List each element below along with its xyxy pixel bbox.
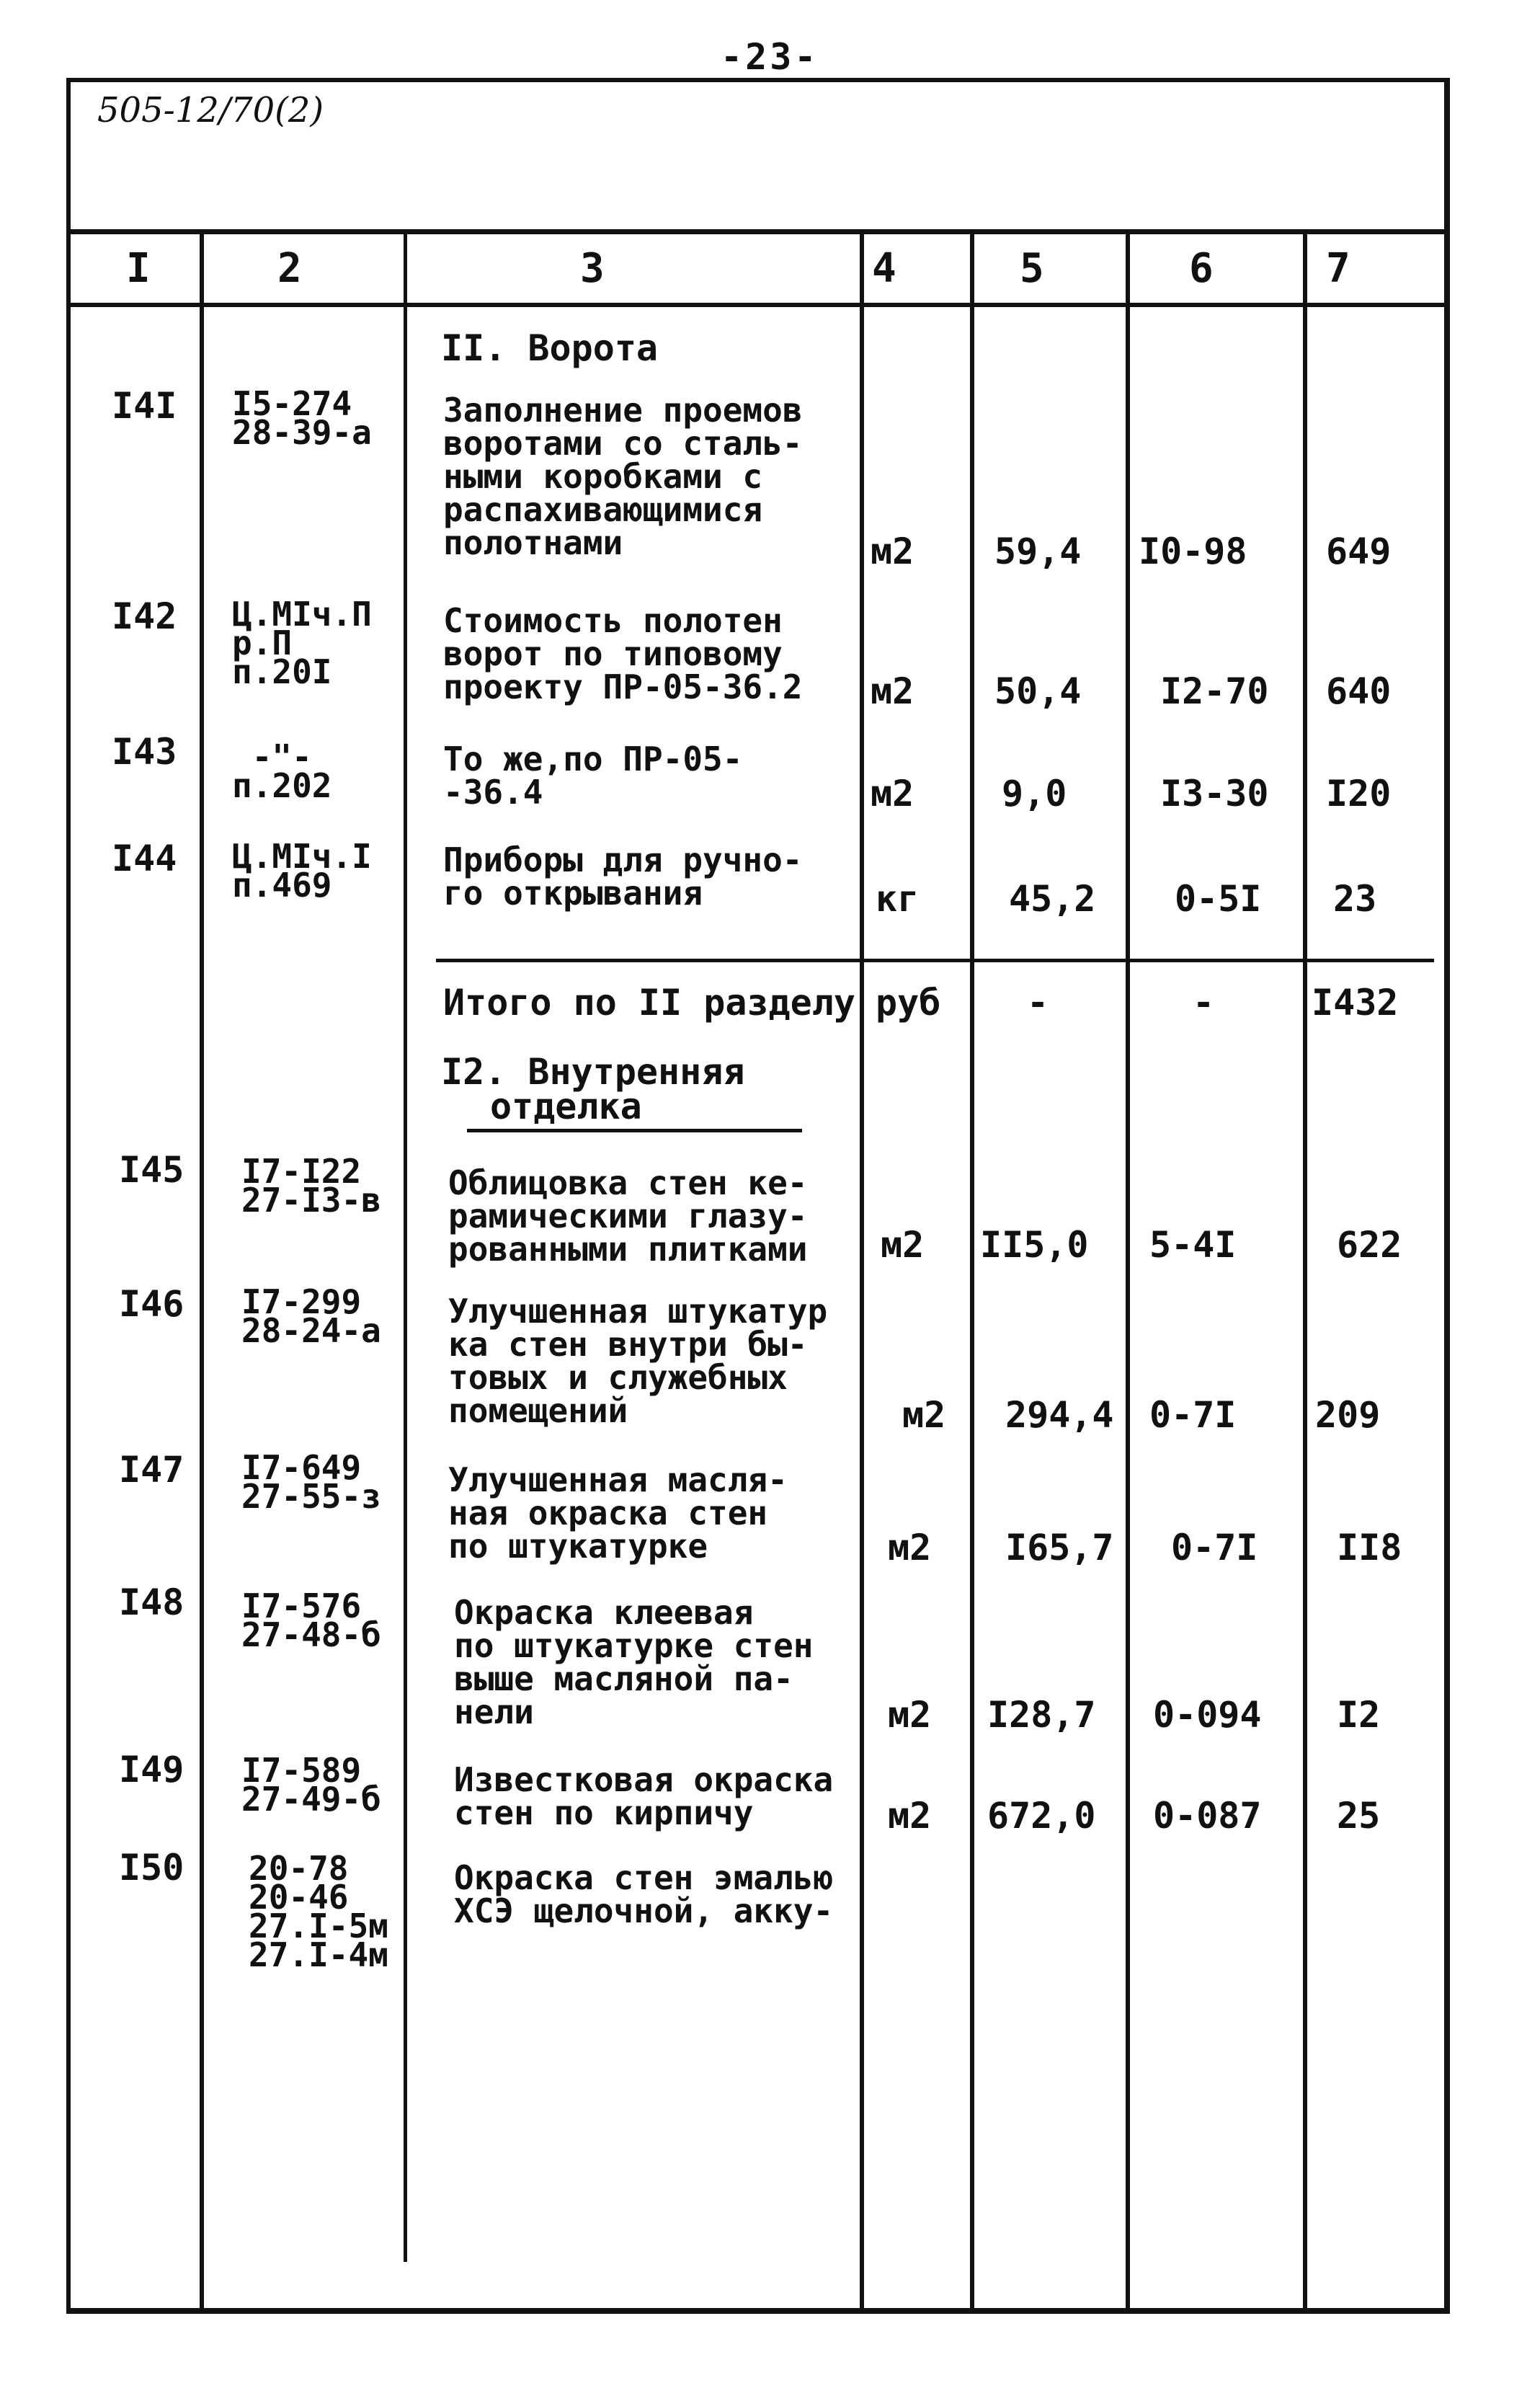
row-sum: 209 [1315,1394,1381,1436]
row-quantity: II5,0 [980,1224,1089,1266]
row-sum: I2 [1337,1694,1381,1736]
row-description: Облицовка стен ке- рамическими глазу- рованными плитками [448,1163,808,1269]
row-quantity: 294,4 [1005,1394,1114,1436]
row-unit: м2 [871,773,914,815]
row-number: I46 [119,1283,184,1325]
row-code: -"- п.202 [232,737,332,805]
row-price: 0-7I [1149,1394,1237,1436]
row-description: Окраска клеевая по штукатурке стен выше масляной па- нели [454,1593,814,1731]
row-number: I42 [112,595,177,637]
row-quantity: 9,0 [1002,773,1067,815]
row-number: I49 [119,1749,184,1790]
document-code: 505-12/70(2) [97,90,324,130]
row-unit: м2 [881,1224,925,1266]
row-quantity: I28,7 [987,1694,1096,1736]
col-rule-3 [860,229,864,2314]
row-quantity: 50,4 [994,670,1082,712]
row-code: I7-589 27-49-б [241,1751,381,1819]
col-num-5: 5 [1020,245,1044,292]
row-quantity: 59,4 [994,531,1082,572]
header-bottom-rule [66,303,1450,307]
row-unit: м2 [871,531,914,572]
row-description: Приборы для ручно- го открывания [443,840,803,913]
row-sum: 23 [1333,878,1377,920]
row-code: I5-274 28-39-а [232,384,372,452]
row-number: I45 [119,1149,184,1191]
row-price: 0-5I [1175,878,1262,920]
col-rule-5 [1126,229,1130,2314]
row-code: I7-I22 27-I3-в [241,1152,381,1220]
row-description: Стоимость полотен ворот по типовому проекту ПР-05-36.2 [443,601,803,706]
row-number: I50 [119,1847,184,1889]
row-quantity: 672,0 [987,1795,1096,1837]
row-unit: м2 [902,1394,946,1436]
section-heading-cont: отделка [490,1086,642,1127]
row-quantity: 45,2 [1009,878,1096,920]
col-rule-4 [970,229,974,2314]
row-sum: II8 [1337,1527,1402,1568]
subtotal-unit: руб [876,982,941,1024]
subtotal-label: Итого по II разделу [443,982,855,1024]
col-num-4: 4 [872,245,896,292]
row-code: Ц.МIч.I п.469 [232,837,372,905]
page-number: -23- [721,36,819,78]
row-price: 0-087 [1153,1795,1262,1837]
row-price: I2-70 [1160,670,1269,712]
row-description: Заполнение проемов воротами со сталь- ными коробками с распахивающимися полотнами [443,391,803,562]
subtotal-sum: I432 [1312,982,1399,1024]
row-description: То же,по ПР-05- -36.4 [443,740,743,812]
row-sum: I20 [1326,773,1392,815]
row-unit: м2 [871,670,914,712]
row-unit: кг [876,878,920,920]
row-number: I47 [119,1449,184,1491]
row-price: I0-98 [1139,531,1247,572]
row-description: Улучшенная штукатур ка стен внутри бы- товых и служебных помещений [448,1292,828,1430]
row-unit: м2 [888,1527,932,1568]
header-top-rule [66,229,1450,234]
subtotal-price: - [1193,982,1215,1024]
col-rule-6 [1303,229,1307,2314]
subtotal-rule [436,959,1434,962]
section-heading-underline [467,1129,802,1132]
row-quantity: I65,7 [1005,1527,1114,1568]
row-description: Известковая окраска стен по кирпичу [454,1760,834,1832]
section-heading: I2. Внутренняя [441,1051,745,1093]
row-number: I48 [119,1581,184,1623]
subtotal-quantity: - [1027,982,1049,1024]
col-rule-2 [404,229,407,2262]
row-sum: 649 [1326,531,1392,572]
row-description: Окраска стен эмалью ХСЭ щелочной, акку- [454,1858,834,1930]
col-num-2: 2 [277,245,302,292]
row-unit: м2 [888,1694,932,1736]
row-code: 20-78 20-46 27.I-5м 27.I-4м [249,1849,388,1974]
col-rule-1 [200,229,204,2314]
row-sum: 25 [1337,1795,1381,1837]
section-heading: II. Ворота [441,327,659,369]
col-num-6: 6 [1189,245,1214,292]
col-num-1: I [126,245,151,292]
row-price: I3-30 [1160,773,1269,815]
row-code: I7-576 27-48-б [241,1587,381,1654]
row-price: 0-094 [1153,1694,1262,1736]
row-description: Улучшенная масля- ная окраска стен по штукатурке [448,1460,788,1566]
row-sum: 640 [1326,670,1392,712]
col-num-7: 7 [1326,245,1350,292]
row-price: 0-7I [1171,1527,1258,1568]
row-price: 5-4I [1149,1224,1237,1266]
row-code: I7-299 28-24-а [241,1282,381,1350]
col-num-3: 3 [580,245,605,292]
row-code: I7-649 27-55-з [241,1448,381,1516]
row-unit: м2 [888,1795,932,1837]
row-code: Ц.МIч.П р.П п.20I [232,595,372,691]
row-sum: 622 [1337,1224,1402,1266]
row-number: I4I [112,385,177,427]
row-number: I43 [112,731,177,773]
row-number: I44 [112,838,177,879]
